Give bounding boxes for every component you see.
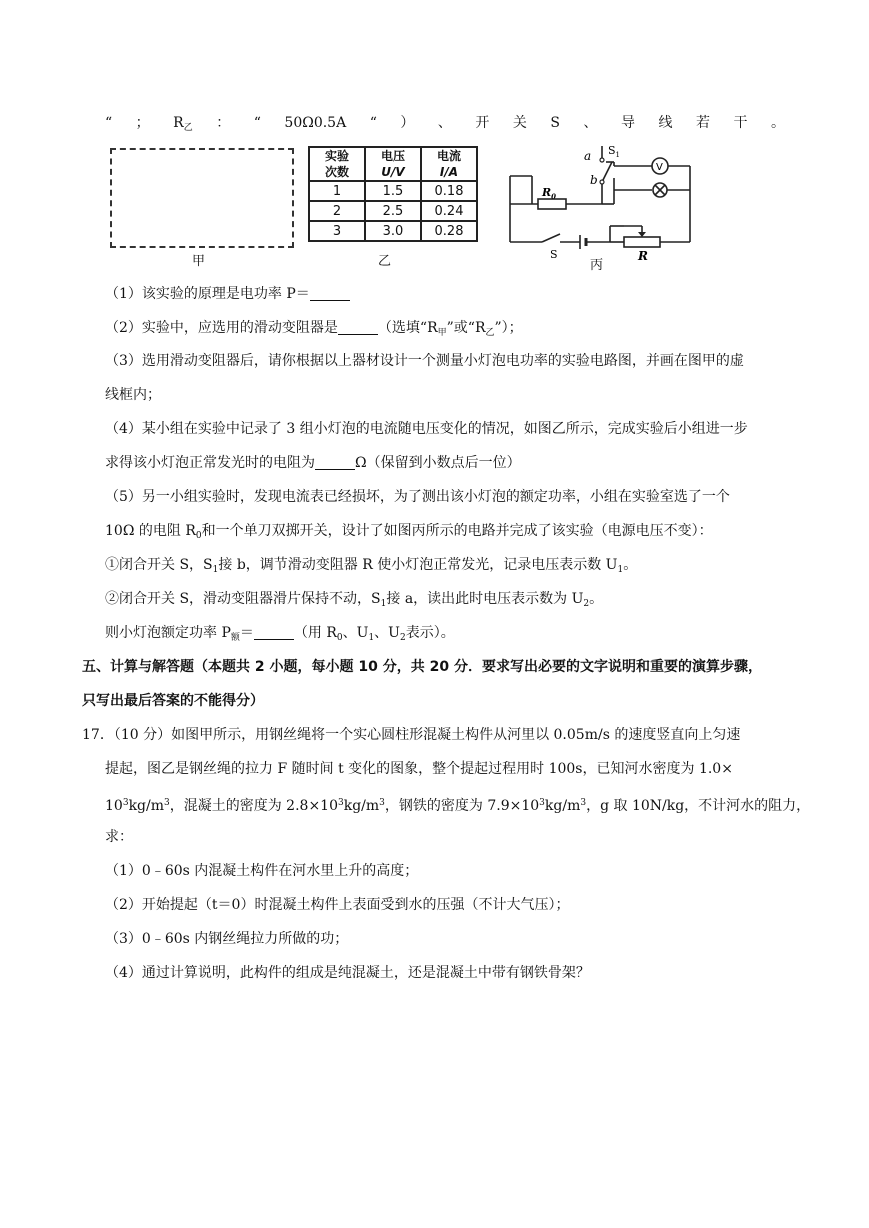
table-cell: 1: [309, 181, 365, 201]
text-fragment: 导: [620, 115, 635, 131]
text-fragment: 线: [658, 115, 673, 131]
text-fragment: $R_乙$: [173, 115, 193, 133]
table-header: 实验 次数: [309, 147, 365, 181]
text-fragment: 50Ω0.5A: [284, 115, 347, 131]
table-cell: 0.24: [421, 201, 477, 221]
table-cell: 2: [309, 201, 365, 221]
voltmeter-label: V: [656, 162, 663, 173]
q17-line4: 求：: [105, 829, 133, 845]
answer-blank: [338, 318, 378, 335]
label-yi: 乙: [378, 254, 392, 269]
table-row: [309, 221, 477, 241]
question-2: （2）实验中，应选用的滑动变阻器是 （选填“$R_甲$”或“$R_乙$”）；: [105, 320, 523, 338]
q17-line2: 提起，图乙是钢丝绳的拉力 F 随时间 t 变化的图象，整个提起过程用时 100s，已知河水密度为 1.0×: [105, 761, 733, 777]
question-5-step2: ②闭合开关 S，滑动变阻器滑片保持不动，$S_1$接 a，读出此时电压表示数为 $U_2$。: [105, 591, 604, 609]
rheostat-label: R: [638, 249, 648, 262]
text-fragment: ）: [400, 115, 415, 131]
table-row: [309, 201, 477, 221]
switch-s-label: S: [550, 248, 558, 261]
question-5-line2: 10Ω 的电阻 $R_0$和一个单刀双掷开关，设计了如图丙所示的电路并完成了该实验（电源电压不变）：: [105, 523, 713, 541]
q17-sub1: （1）0﹣60s 内混凝土构件在河水里上升的高度；: [105, 863, 419, 879]
text-fragment: S: [550, 115, 560, 131]
text-fragment: 干: [733, 115, 748, 131]
question-5-step1: ①闭合开关 S，$S_1$接 b，调节滑动变阻器 R 使小灯泡正常发光，记录电压表示数 $U_1$。: [105, 557, 638, 575]
text-fragment: 开: [475, 115, 490, 131]
text-fragment: 。: [770, 115, 785, 131]
terminal-b-label: b: [590, 173, 598, 187]
answer-blank: [315, 453, 355, 470]
text-fragment: 、: [583, 115, 598, 131]
text-fragment: “: [369, 115, 377, 131]
question-4-line2: 求得该小灯泡正常发光时的电阻为 Ω（保留到小数点后一位）: [105, 455, 521, 471]
section-heading: 五、计算与解答题（本题共 2 小题，每小题 10 分，共 20 分．要求写出必要的文字说明和重要的演算步骤，: [82, 659, 762, 675]
switch-s1-label: $S_1$: [608, 144, 621, 159]
question-1: （1）该实验的原理是电功率 P＝: [105, 284, 350, 304]
question-5-result: 则小灯泡额定功率 $P_额=$ （用 $R_0$、$U_1$、$U_2$表示）。: [105, 625, 455, 643]
table-cell: 0.18: [421, 181, 477, 201]
q17-sub3: （3）0﹣60s 内钢丝绳拉力所做的功；: [105, 931, 349, 947]
text-fragment: 关: [512, 115, 527, 131]
question-4-line1: （4）某小组在实验中记录了 3 组小灯泡的电流随电压变化的情况，如图乙所示，完成实验后小组进一步: [105, 421, 748, 437]
text-fragment: ：: [216, 115, 231, 131]
answer-blank: [310, 284, 350, 301]
table-cell: 2.5: [365, 201, 421, 221]
terminal-a-label: a: [584, 149, 592, 163]
table-cell: 3: [309, 221, 365, 241]
circuit-diagram-bing: [502, 142, 702, 262]
answer-blank: [254, 623, 294, 640]
question-3-line1: （3）选用滑动变阻器后，请你根据以上器材设计一个测量小灯泡电功率的实验电路图，并画在图甲的虚: [105, 353, 744, 369]
top-line: [105, 113, 785, 138]
data-table-yi: [308, 146, 478, 242]
question-5-line1: （5）另一小组实验时，发现电流表已经损坏，为了测出该小灯泡的额定功率，小组在实验室选了一个: [105, 489, 730, 505]
table-header: 电压 U/V: [365, 147, 421, 181]
text-fragment: 若: [695, 115, 710, 131]
q17-line3: $10^3kg/m^3$，混凝土的密度为 $2.8\times 10^3kg/m^3$，钢铁的密度为 $7.9\times 10^3kg/m^3$，g 取 10N/kg，不计河水的阻力，: [105, 798, 811, 814]
dashed-box-jia: [110, 148, 294, 248]
text-fragment: ；: [135, 115, 150, 131]
q17-sub4: （4）通过计算说明，此构件的组成是纯混凝土，还是混凝土中带有钢铁骨架？: [105, 965, 590, 981]
table-cell: 3.0: [365, 221, 421, 241]
text-fragment: “: [253, 115, 261, 131]
label-jia: 甲: [192, 254, 206, 269]
text-fragment: “: [105, 115, 113, 131]
figure-area: [100, 140, 700, 272]
section-heading-line2: 只写出最后答案的不能得分）: [82, 693, 264, 709]
label-bing: 丙: [590, 258, 604, 273]
table-header: 电流 I/A: [421, 147, 477, 181]
q17-sub2: （2）开始提起（t＝0）时混凝土构件上表面受到水的压强（不计大气压）；: [105, 897, 570, 913]
question-3-line2: 线框内；: [105, 387, 161, 403]
resistor-r0-label: $R_0$: [542, 186, 557, 201]
table-cell: 1.5: [365, 181, 421, 201]
text-fragment: 、: [437, 115, 452, 131]
table-row: [309, 181, 477, 201]
table-cell: 0.28: [421, 221, 477, 241]
q17-line1: 17．（10 分）如图甲所示，用钢丝绳将一个实心圆柱形混凝土构件从河里以 0.05m/s 的速度竖直向上匀速: [82, 727, 741, 743]
